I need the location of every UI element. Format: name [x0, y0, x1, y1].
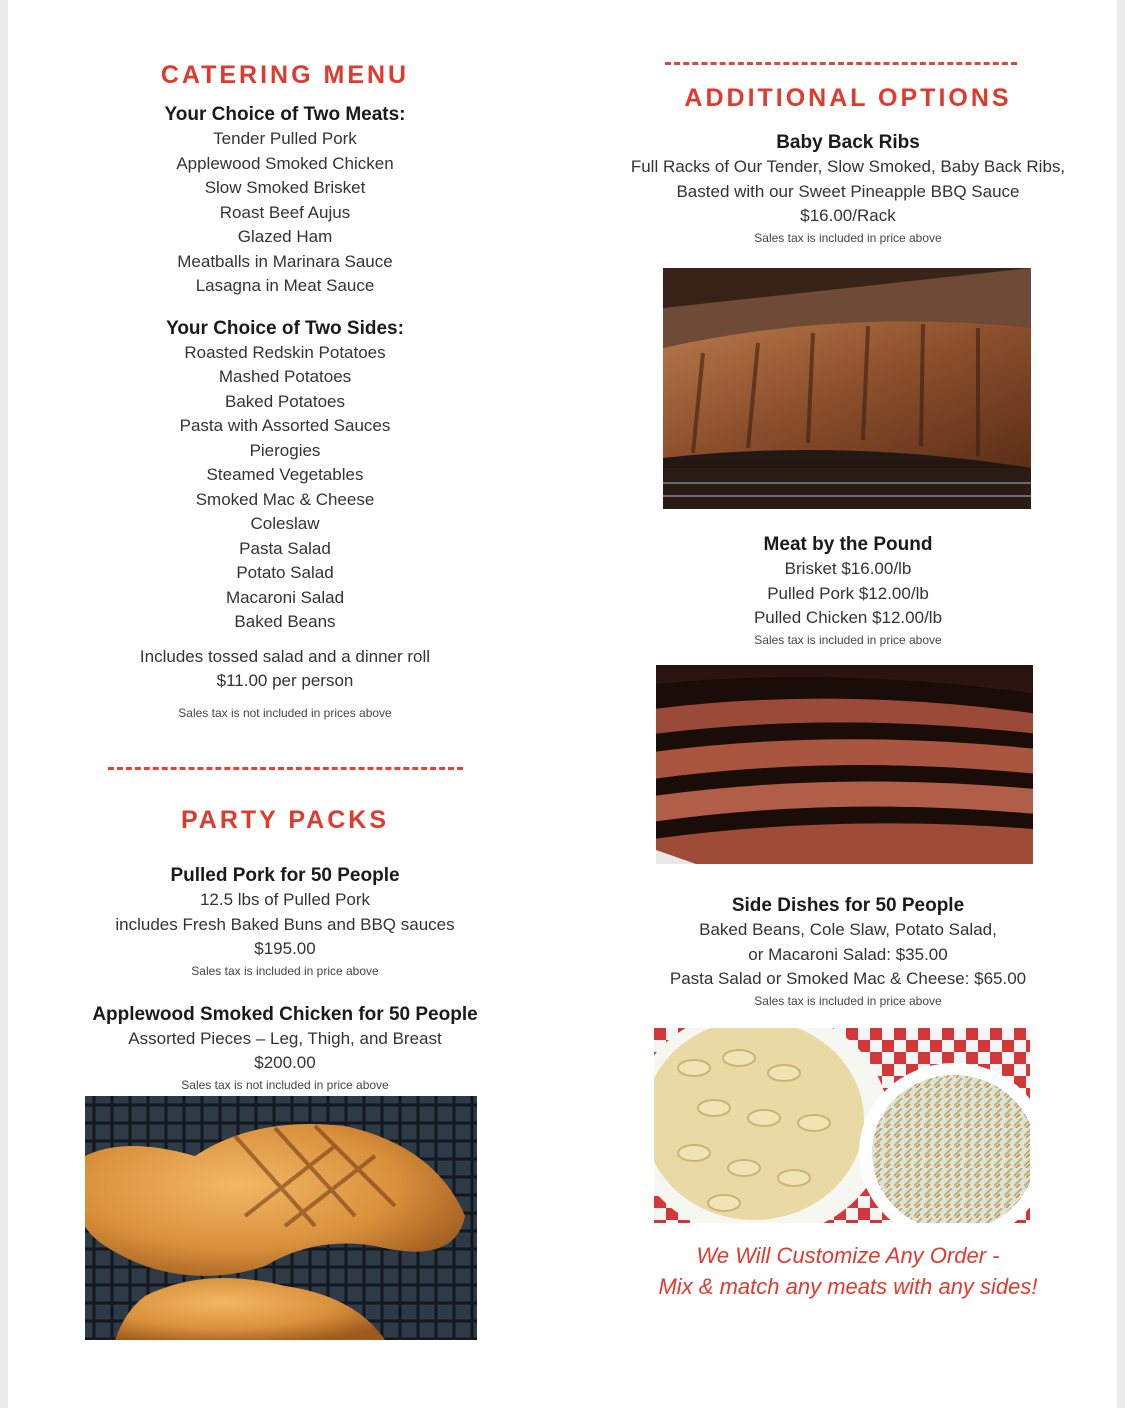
list-item: Pasta with Assorted Sauces [179, 416, 391, 435]
tagline [628, 1240, 1068, 1302]
list-item: Lasagna in Meat Sauce [195, 276, 375, 295]
tax-note: Sales tax is included in price above [191, 963, 379, 978]
list-item: Pasta Salad [239, 538, 331, 558]
mac-and-coleslaw-photo [654, 1028, 1030, 1223]
per-person-price: $11.00 per person [216, 671, 354, 690]
pork-pack-line1: 12.5 lbs of Pulled Pork [199, 890, 371, 909]
chicken-pack-line1: Assorted Pieces – Leg, Thigh, and Breast [128, 1028, 442, 1048]
list-item: Smoked Mac & Cheese [195, 489, 375, 509]
additional-heading: ADDITIONAL OPTIONS [684, 84, 1012, 112]
tax-note: Sales tax is included in price above [754, 230, 942, 245]
menu-page [8, 0, 1117, 1408]
ribs-title: Baby Back Ribs [776, 132, 920, 153]
side-dishes-title: Side Dishes for 50 People [731, 895, 965, 916]
includes-text: Includes tossed salad and a dinner roll [139, 646, 431, 666]
list-item: Pierogies [249, 440, 321, 460]
meats-heading: Your Choice of Two Meats: [164, 104, 406, 125]
list-item: Macaroni Salad [225, 587, 345, 607]
section-divider [108, 767, 463, 770]
list-item: Pulled Pork $12.00/lb [767, 583, 929, 603]
chicken-pack-price: $200.00 [254, 1053, 316, 1072]
list-item: Applewood Smoked Chicken [176, 153, 394, 173]
chicken-pack-title: Applewood Smoked Chicken for 50 People [92, 1003, 478, 1025]
list-item: Roasted Redskin Potatoes [184, 342, 386, 362]
pork-pack-title: Pulled Pork for 50 People [170, 865, 400, 886]
list-item: Meatballs in Marinara Sauce [177, 251, 393, 271]
additional-section [628, 83, 1068, 247]
ribs-price: $16.00/Rack [800, 206, 896, 225]
sides-heading: Your Choice of Two Sides: [166, 317, 404, 339]
list-item: Coleslaw [250, 514, 320, 533]
tax-note: Sales tax is included in price above [754, 993, 942, 1008]
section-divider [665, 62, 1017, 65]
tax-note: Sales tax is included in price above [754, 632, 942, 647]
ribs-photo [663, 268, 1031, 509]
list-item: Potato Salad [236, 563, 334, 582]
tax-note: Sales tax is not included in price above [181, 1077, 389, 1092]
pork-pack-line2: includes Fresh Baked Buns and BBQ sauces $195.00 [115, 914, 455, 958]
list-item: Slow Smoked Brisket [204, 178, 366, 197]
party-packs-heading: PARTY PACKS [180, 806, 390, 834]
grilled-chicken-photo [85, 1096, 477, 1340]
sides-list [85, 341, 485, 635]
list-item: Mashed Potatoes [218, 367, 352, 386]
list-item: Tender Pulled Pork [213, 129, 357, 148]
side-dishes-line3: Pasta Salad or Smoked Mac & Cheese: $65.00 [669, 969, 1027, 988]
ribs-line1: Full Racks of Our Tender, Slow Smoked, Baby Back Ribs, [630, 157, 1066, 176]
catering-section [85, 60, 485, 722]
meats-list [85, 127, 485, 299]
list-item: Steamed Vegetables [206, 465, 364, 484]
tagline-line1: We Will Customize Any Order - [696, 1243, 1000, 1268]
party-packs-section [85, 805, 485, 1094]
list-item: Baked Beans [234, 612, 336, 631]
list-item: Glazed Ham [237, 227, 333, 246]
catering-heading: CATERING MENU [160, 61, 410, 89]
tagline-line2: Mix & match any meats with any sides! [658, 1274, 1038, 1299]
list-item: Pulled Chicken $12.00/lb [753, 608, 943, 627]
side-dishes-line2: or Macaroni Salad: $35.00 [748, 944, 948, 964]
side-dishes-section [628, 893, 1068, 1010]
ribs-line2: Basted with our Sweet Pineapple BBQ Sauce [676, 181, 1020, 201]
pound-title: Meat by the Pound [763, 534, 933, 555]
list-item: Baked Potatoes [224, 391, 346, 411]
side-dishes-line1: Baked Beans, Cole Slaw, Potato Salad, [699, 920, 997, 939]
pound-section [628, 532, 1068, 649]
list-item: Brisket $16.00/lb [784, 559, 912, 578]
list-item: Roast Beef Aujus [219, 202, 351, 222]
tax-note: Sales tax is not included in prices above [178, 705, 392, 720]
brisket-photo [656, 665, 1033, 864]
